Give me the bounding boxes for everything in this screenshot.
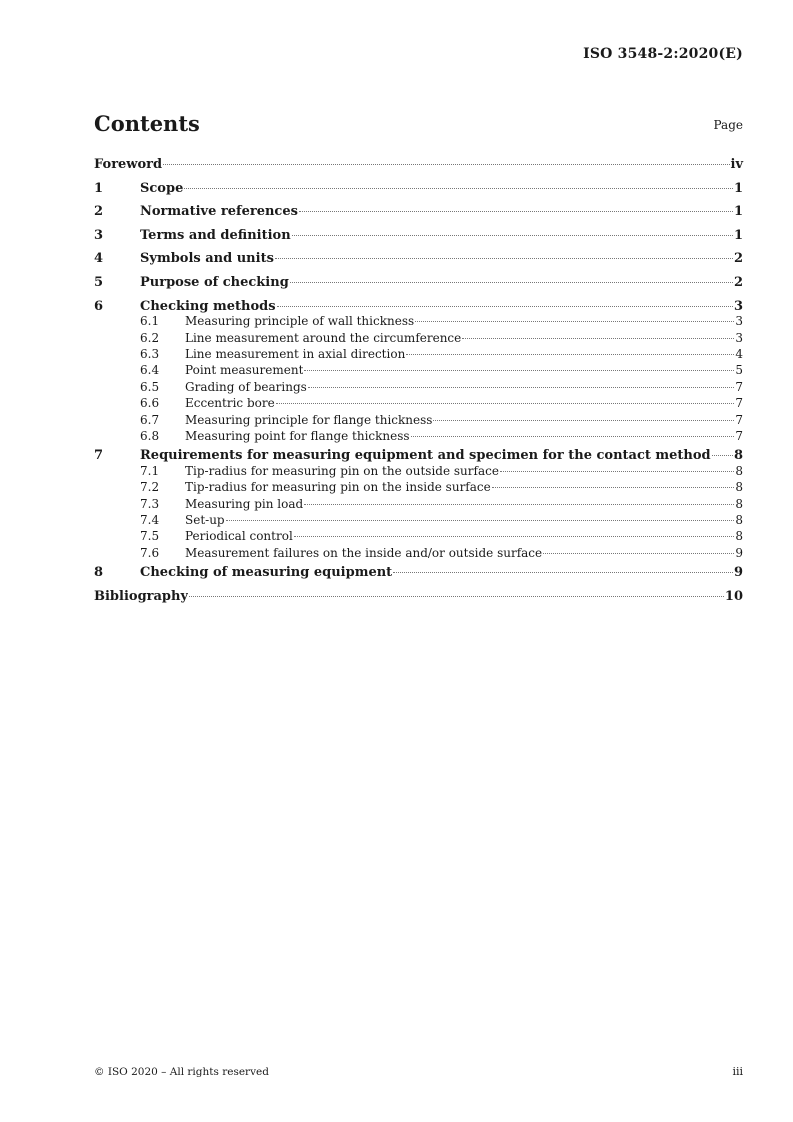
toc-entry-title: Measuring principle of wall thickness	[185, 314, 415, 329]
toc-entry-title: Checking methods	[140, 298, 276, 314]
toc-subentry[interactable]	[94, 379, 743, 395]
toc-entry-number: 8	[94, 565, 104, 581]
toc-entry-number: 6.5	[140, 379, 160, 394]
page-number: iii	[732, 1065, 743, 1078]
dot-leader	[308, 387, 735, 388]
toc-entry-page: 3	[735, 314, 743, 329]
dot-leader	[543, 553, 734, 554]
toc-entry[interactable]	[94, 224, 743, 248]
toc-entry[interactable]	[94, 585, 743, 609]
toc-entry-page: 3	[735, 330, 743, 345]
toc-entry-number: 6.8	[140, 428, 160, 443]
toc-subentry[interactable]	[94, 412, 743, 428]
toc-subentry[interactable]	[94, 395, 743, 411]
toc-entry[interactable]	[94, 153, 743, 177]
toc-subentry[interactable]	[94, 496, 743, 512]
toc-entry-page: 7	[735, 412, 743, 427]
dot-leader	[226, 520, 735, 521]
toc-entry-title: Measurement failures on the inside and/or outside surface	[185, 545, 543, 560]
dot-leader	[290, 282, 733, 283]
toc-entry-title: Scope	[140, 180, 184, 196]
toc-entry-number: 7.5	[140, 529, 160, 544]
toc-entry-title: Checking of measuring equipment	[140, 565, 393, 581]
toc-entry-title: Purpose of checking	[140, 274, 289, 290]
toc-entry-title: Eccentric bore	[185, 396, 275, 411]
toc-subentry[interactable]	[94, 313, 743, 329]
toc-entry-page: 8	[733, 448, 743, 464]
toc-entry-title: Point measurement	[185, 363, 304, 378]
toc-entry-page: 8	[735, 463, 743, 478]
toc-entry-title: Periodical control	[185, 529, 293, 544]
dot-leader	[411, 436, 735, 437]
toc-entry-number: 6.6	[140, 396, 160, 411]
toc-entry-title: Measuring principle for flange thickness	[185, 412, 433, 427]
dot-leader	[163, 164, 729, 165]
toc-entry-page: 7	[735, 396, 743, 411]
toc-entry-number: 3	[94, 227, 104, 243]
toc-entry-number: 7.1	[140, 463, 160, 478]
toc-subentry[interactable]	[94, 428, 743, 444]
toc-entry[interactable]	[94, 561, 743, 585]
toc-entry-number: 7.4	[140, 513, 160, 528]
table-of-contents	[94, 153, 743, 608]
toc-entry-page: 4	[735, 346, 743, 361]
toc-entry[interactable]	[94, 271, 743, 295]
toc-entry-page: 8	[735, 529, 743, 544]
toc-entry-number: 7.2	[140, 480, 160, 495]
toc-entry-title: Tip-radius for measuring pin on the outside surface	[185, 463, 499, 478]
toc-entry-number: 4	[94, 251, 104, 267]
dot-leader	[492, 487, 735, 488]
toc-entry-number: 7	[94, 448, 104, 464]
toc-entry-page: 7	[735, 379, 743, 394]
toc-entry-title: Terms and definition	[140, 227, 291, 243]
toc-subentry[interactable]	[94, 545, 743, 561]
toc-entry-page: 1	[733, 204, 743, 220]
page-column-label: Page	[713, 118, 743, 132]
toc-entry-title: Requirements for measuring equipment and specimen for the contact method	[140, 448, 711, 464]
toc-entry-title: Foreword	[94, 157, 163, 172]
toc-entry-number: 1	[94, 180, 104, 196]
toc-entry-title: Set-up	[185, 513, 225, 528]
toc-entry-number: 7.6	[140, 545, 160, 560]
dot-leader	[462, 338, 734, 339]
toc-entry-page: 2	[733, 251, 743, 267]
toc-subentry[interactable]	[94, 463, 743, 479]
toc-entry-page: 8	[735, 513, 743, 528]
toc-entry-page: 9	[733, 565, 743, 581]
toc-entry-number: 6.7	[140, 412, 160, 427]
document-id: ISO 3548-2:2020(E)	[583, 46, 743, 62]
dot-leader	[500, 471, 734, 472]
toc-entry-title: Measuring pin load	[185, 496, 304, 511]
toc-entry-page: 9	[735, 545, 743, 560]
toc-subentry[interactable]	[94, 528, 743, 544]
toc-entry-number: 6.1	[140, 314, 160, 329]
page-title: Contents	[94, 111, 200, 136]
toc-entry-title: Bibliography	[94, 588, 189, 604]
toc-entry-page: iv	[730, 157, 743, 172]
toc-entry[interactable]	[94, 200, 743, 224]
toc-entry-number: 6.3	[140, 346, 160, 361]
toc-subentry[interactable]	[94, 512, 743, 528]
toc-entry-title: Line measurement in axial direction	[185, 346, 406, 361]
toc-entry-title: Normative references	[140, 204, 298, 220]
dot-leader	[189, 596, 724, 597]
toc-entry-page: 1	[733, 227, 743, 243]
toc-entry-number: 6.4	[140, 363, 160, 378]
dot-leader	[294, 536, 735, 537]
toc-entry[interactable]	[94, 247, 743, 271]
toc-entry-number: 6.2	[140, 330, 160, 345]
toc-entry-title: Tip-radius for measuring pin on the inside surface	[185, 480, 491, 495]
toc-subentry[interactable]	[94, 479, 743, 495]
toc-entry-page: 8	[735, 480, 743, 495]
dot-leader	[406, 354, 734, 355]
dot-leader	[292, 235, 733, 236]
toc-entry-title: Line measurement around the circumference	[185, 330, 462, 345]
toc-entry-number: 6	[94, 298, 104, 314]
toc-entry-page: 5	[735, 363, 743, 378]
dot-leader	[275, 258, 733, 259]
toc-entry[interactable]	[94, 177, 743, 201]
toc-entry-page: 10	[724, 588, 743, 604]
toc-entry-page: 8	[735, 496, 743, 511]
dot-leader	[277, 306, 733, 307]
toc-entry-page: 1	[733, 180, 743, 196]
toc-subentry[interactable]	[94, 346, 743, 362]
dot-leader	[433, 420, 734, 421]
toc-entry-number: 2	[94, 204, 104, 220]
dot-leader	[415, 321, 734, 322]
copyright-notice: © ISO 2020 – All rights reserved	[94, 1066, 269, 1078]
toc-subentry[interactable]	[94, 362, 743, 378]
toc-entry-title: Symbols and units	[140, 251, 274, 267]
toc-entry-title: Grading of bearings	[185, 379, 307, 394]
dot-leader	[299, 211, 733, 212]
toc-entry-page: 2	[733, 274, 743, 290]
toc-entry-number: 7.3	[140, 496, 160, 511]
dot-leader	[276, 403, 735, 404]
toc-subentry[interactable]	[94, 330, 743, 346]
toc-entry-page: 7	[735, 428, 743, 443]
dot-leader	[304, 370, 734, 371]
dot-leader	[712, 455, 733, 456]
toc-entry-page: 3	[733, 298, 743, 314]
toc-entry-title: Measuring point for flange thickness	[185, 428, 410, 443]
toc-entry-number: 5	[94, 274, 104, 290]
dot-leader	[184, 188, 733, 189]
dot-leader	[393, 572, 733, 573]
dot-leader	[304, 504, 734, 505]
